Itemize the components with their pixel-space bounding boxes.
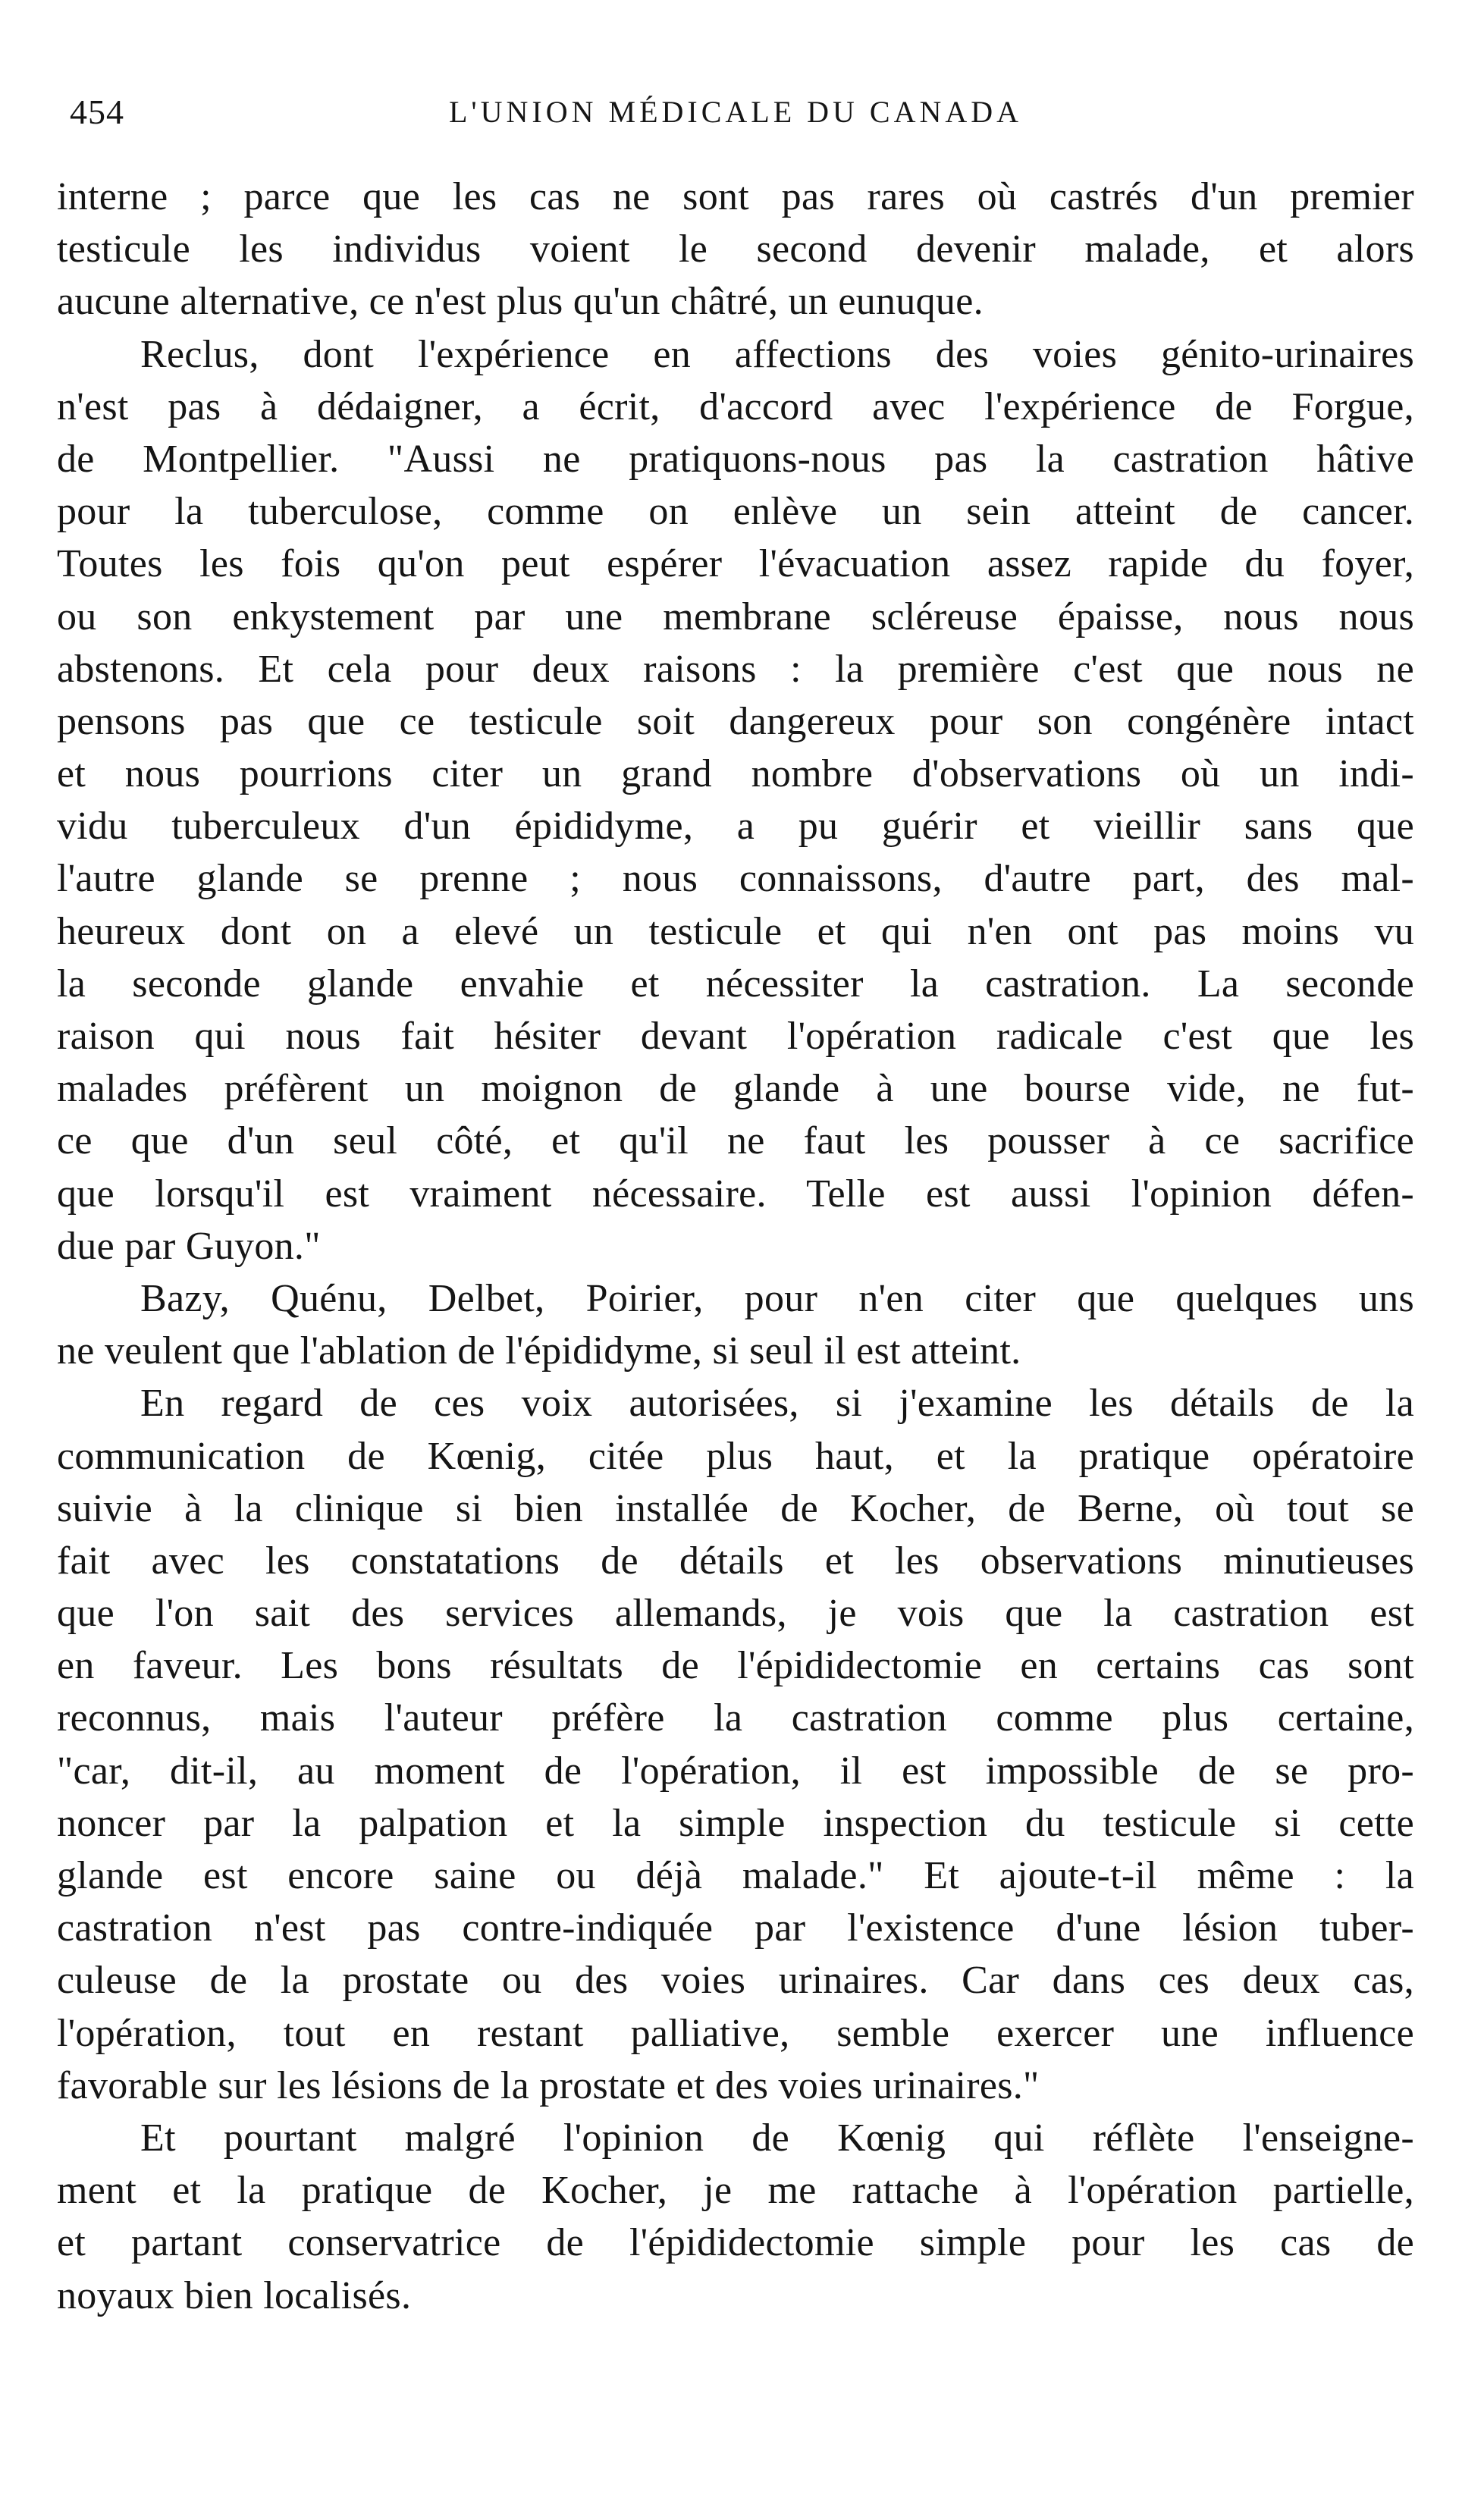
text-line: abstenons. Et cela pour deux raisons : la première c'est que nous ne — [57, 647, 1414, 691]
paragraph — [57, 328, 1414, 1272]
text-line: malades préfèrent un moignon de glande à une bourse vide, ne fut- — [57, 1067, 1414, 1111]
text-line: favorable sur les lésions de la prostate et des voies urinaires." — [57, 2063, 1040, 2107]
text-line: heureux dont on a elevé un testicule et qui n'en ont pas moins vu — [57, 909, 1414, 953]
text-line: reconnus, mais l'auteur préfère la castration comme plus certaine, — [57, 1696, 1414, 1740]
text-line: l'autre glande se prenne ; nous connaissons, d'autre part, des mal- — [57, 857, 1414, 901]
paragraph — [57, 171, 1414, 328]
text-line: vidu tuberculeux d'un épididyme, a pu guérir et vieillir sans que — [57, 805, 1414, 849]
text-line: et nous pourrions citer un grand nombre d'observations où un indi- — [57, 752, 1414, 796]
text-line: ne veulent que l'ablation de l'épididyme, si seul il est atteint. — [57, 1329, 1021, 1373]
text-line: n'est pas à dédaigner, a écrit, d'accord avec l'expérience de Forgue, — [57, 384, 1414, 428]
text-line: ment et la pratique de Kocher, je me rattache à l'opération partielle, — [57, 2169, 1414, 2213]
paragraph — [57, 1377, 1414, 2112]
text-line: communication de Kœnig, citée plus haut, et la pratique opératoire — [57, 1434, 1414, 1478]
paragraph — [57, 1272, 1414, 1377]
text-line: la seconde glande envahie et nécessiter la castration. La seconde — [57, 962, 1414, 1006]
text-line: Bazy, Quénu, Delbet, Poirier, pour n'en citer que quelques uns — [140, 1276, 1414, 1320]
running-head — [70, 89, 1404, 135]
text-line: castration n'est pas contre-indiquée par l'existence d'une lésion tuber- — [57, 1906, 1414, 1950]
text-line: ce que d'un seul côté, et qu'il ne faut les pousser à ce sacrifice — [57, 1119, 1414, 1163]
text-line: noyaux bien localisés. — [57, 2273, 412, 2317]
text-line: interne ; parce que les cas ne sont pas rares où castrés d'un premier — [57, 175, 1414, 218]
journal-title: L'UNION MÉDICALE DU CANADA — [449, 95, 1023, 129]
text-line: que lorsqu'il est vraiment nécessaire. Telle est aussi l'opinion défen- — [57, 1172, 1414, 1216]
text-line: fait avec les constatations de détails et les observations minutieuses — [57, 1539, 1414, 1583]
text-line: raison qui nous fait hésiter devant l'opération radicale c'est que les — [57, 1015, 1414, 1058]
text-line: pour la tuberculose, comme on enlève un sein atteint de cancer. — [57, 490, 1414, 534]
text-line: testicule les individus voient le second devenir malade, et alors — [57, 227, 1414, 271]
text-line: de Montpellier. "Aussi ne pratiquons-nous pas la castration hâtive — [57, 437, 1414, 481]
text-line: "car, dit-il, au moment de l'opération, il est impossible de se pro- — [57, 1749, 1414, 1793]
text-line: En regard de ces voix autorisées, si j'examine les détails de la — [140, 1382, 1414, 1426]
text-line: culeuse de la prostate ou des voies urinaires. Car dans ces deux cas, — [57, 1959, 1414, 2003]
text-line: due par Guyon." — [57, 1224, 321, 1268]
text-body — [57, 171, 1414, 2322]
text-line: aucune alternative, ce n'est plus qu'un châtré, un eunuque. — [57, 280, 984, 324]
text-line: ou son enkystement par une membrane scléreuse épaisse, nous nous — [57, 595, 1414, 638]
text-line: Toutes les fois qu'on peut espérer l'évacuation assez rapide du foyer, — [57, 542, 1414, 586]
text-line: Reclus, dont l'expérience en affections des voies génito-urinaires — [140, 332, 1414, 376]
text-line: en faveur. Les bons résultats de l'épididectomie en certains cas sont — [57, 1644, 1414, 1688]
text-line: l'opération, tout en restant palliative, semble exercer une influence — [57, 2011, 1414, 2055]
text-line: glande est encore saine ou déjà malade." Et ajoute-t-il même : la — [57, 1854, 1414, 1897]
page-number: 454 — [70, 93, 124, 131]
text-line: suivie à la clinique si bien installée de Kocher, de Berne, où tout se — [57, 1486, 1414, 1530]
text-line: noncer par la palpation et la simple inspection du testicule si cette — [57, 1801, 1414, 1845]
text-line: que l'on sait des services allemands, je vois que la castration est — [57, 1592, 1414, 1636]
text-line: et partant conservatrice de l'épididectomie simple pour les cas de — [57, 2221, 1414, 2265]
text-line: pensons pas que ce testicule soit dangereux pour son congénère intact — [57, 699, 1414, 743]
text-line: Et pourtant malgré l'opinion de Kœnig qui réflète l'enseigne- — [140, 2116, 1414, 2160]
paragraph — [57, 2112, 1414, 2322]
